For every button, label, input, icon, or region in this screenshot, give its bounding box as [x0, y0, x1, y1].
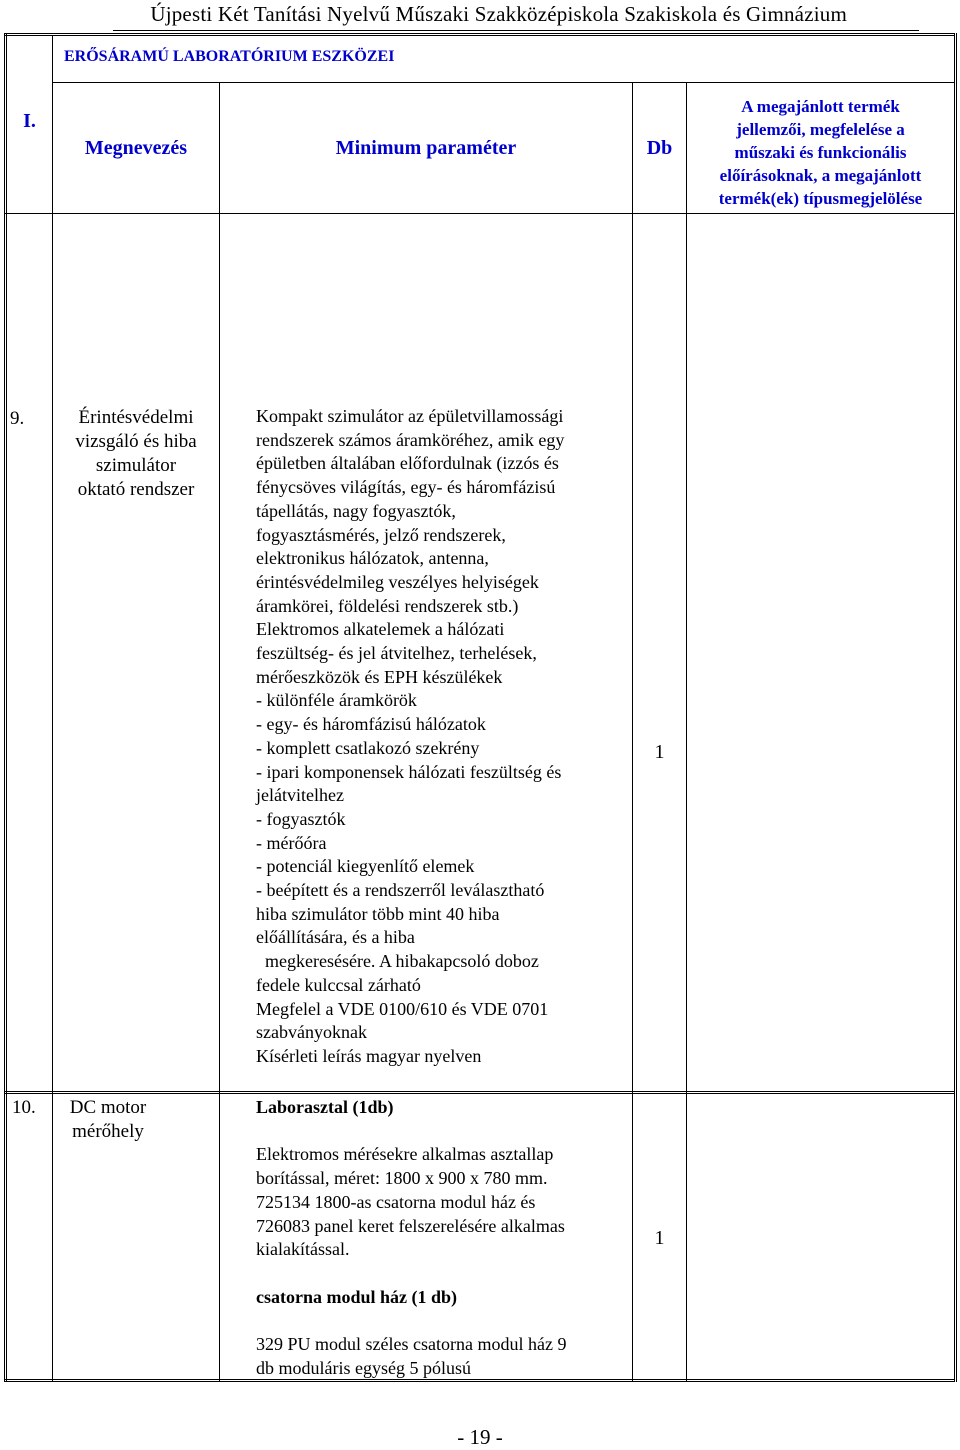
school-name: Újpesti Két Tanítási Nyelvű Műszaki Szakközépiskola Szakiskola és Gimnázium [150, 2, 847, 26]
row-quantity: 1 [654, 1227, 665, 1249]
col-header-offer-line: előírásoknak, a megajánlott [719, 166, 922, 185]
row-parameters [256, 405, 626, 1069]
param-line: feszültség- és jel átvitelhez, terhelések, [256, 643, 537, 664]
section-number: I. [23, 110, 36, 132]
row-name-line: DC motor [69, 1097, 147, 1118]
param-line: érintésvédelmileg veszélyes helyiségek [256, 571, 539, 592]
param-line: épületben általában előfordulnak (izzós és [256, 453, 559, 474]
row-name [53, 406, 219, 502]
param-line: előállítására, és a hiba [256, 927, 415, 948]
row-name-line: Érintésvédelmi [78, 407, 194, 428]
param-line: hiba szimulátor több mint 40 hiba [256, 903, 500, 924]
param-line: - különféle áramkörök [256, 690, 417, 711]
col-header-offer-line: jellemzői, megfelelése a [736, 120, 905, 139]
param-heading: Laborasztal (1db) [256, 1097, 394, 1117]
param-line: szabványoknak [256, 1022, 367, 1043]
row-name-line: mérőhely [72, 1121, 144, 1142]
col-header-offer [687, 95, 954, 210]
param-line: áramkörei, földelési rendszerek stb.) [256, 595, 519, 616]
param-line: jelátvitelhez [256, 785, 344, 806]
param-line: mérőeszközök és EPH készülékek [256, 666, 503, 687]
param-line: - ipari komponensek hálózati feszültség és [256, 761, 562, 782]
param-line: Kompakt szimulátor az épületvillamossági [256, 406, 564, 426]
row-name-line: oktató rendszer [77, 479, 195, 500]
col-header-offer-line: műszaki és funkcionális [734, 143, 907, 162]
header-rule [113, 30, 919, 31]
param-line: - fogyasztók [256, 808, 346, 829]
col-header-param: Minimum paraméter [335, 137, 517, 159]
section-title: ERŐSÁRAMÚ LABORATÓRIUM ESZKÖZEI [64, 48, 395, 65]
row-name-line: vizsgáló és hiba [75, 431, 197, 452]
param-line: kialakítással. [256, 1239, 350, 1260]
row-quantity: 1 [654, 741, 665, 763]
param-line: rendszerek számos áramköréhez, amik egy [256, 429, 565, 450]
row-parameters [256, 1096, 626, 1380]
row-index: 9. [10, 408, 25, 429]
param-line: - komplett csatlakozó szekrény [256, 737, 480, 758]
param-line: Kísérleti leírás magyar nyelven [256, 1045, 482, 1066]
page-number: - 19 - [457, 1425, 503, 1449]
param-line: 726083 panel keret felszerelésére alkalmas [256, 1215, 565, 1236]
col-header-offer-line: A megajánlott termék [741, 97, 900, 116]
col-header-offer-line: termék(ek) típusmegjelölése [718, 189, 923, 208]
param-line: - beépített és a rendszerről leválasztható [256, 880, 545, 901]
col-header-qty: Db [646, 137, 673, 159]
param-line: Elektromos mérésekre alkalmas asztallap [256, 1144, 554, 1165]
param-line: - egy- és háromfázisú hálózatok [256, 714, 486, 735]
param-line: - mérőóra [256, 832, 327, 853]
param-line: fedele kulccsal zárható [256, 974, 421, 995]
param-line: - potenciál kiegyenlítő elemek [256, 856, 475, 877]
param-line: 329 PU modul széles csatorna modul ház 9 [256, 1333, 567, 1354]
param-line: db moduláris egység 5 pólusú [256, 1357, 471, 1378]
param-line: fogyasztásmérés, jelző rendszerek, [256, 524, 506, 545]
col-header-name: Megnevezés [84, 137, 188, 159]
param-line: Megfelel a VDE 0100/610 és VDE 0701 [256, 998, 549, 1019]
param-line: fénycsöves világítás, egy- és háromfázisú [256, 477, 556, 498]
param-line: Elektromos alkatelemek a hálózati [256, 619, 505, 640]
row-index: 10. [12, 1097, 36, 1118]
param-line: 725134 1800-as csatorna modul ház és [256, 1191, 536, 1212]
param-line: elektronikus hálózatok, antenna, [256, 548, 489, 569]
param-line: tápellátás, nagy fogyasztók, [256, 500, 456, 521]
param-heading: csatorna modul ház (1 db) [256, 1286, 458, 1307]
row-name-line: szimulátor [95, 455, 177, 476]
row-name [53, 1096, 163, 1144]
param-line: borítással, méret: 1800 x 900 x 780 mm. [256, 1168, 548, 1189]
param-line: megkeresésére. A hibakapcsoló doboz [256, 951, 539, 972]
